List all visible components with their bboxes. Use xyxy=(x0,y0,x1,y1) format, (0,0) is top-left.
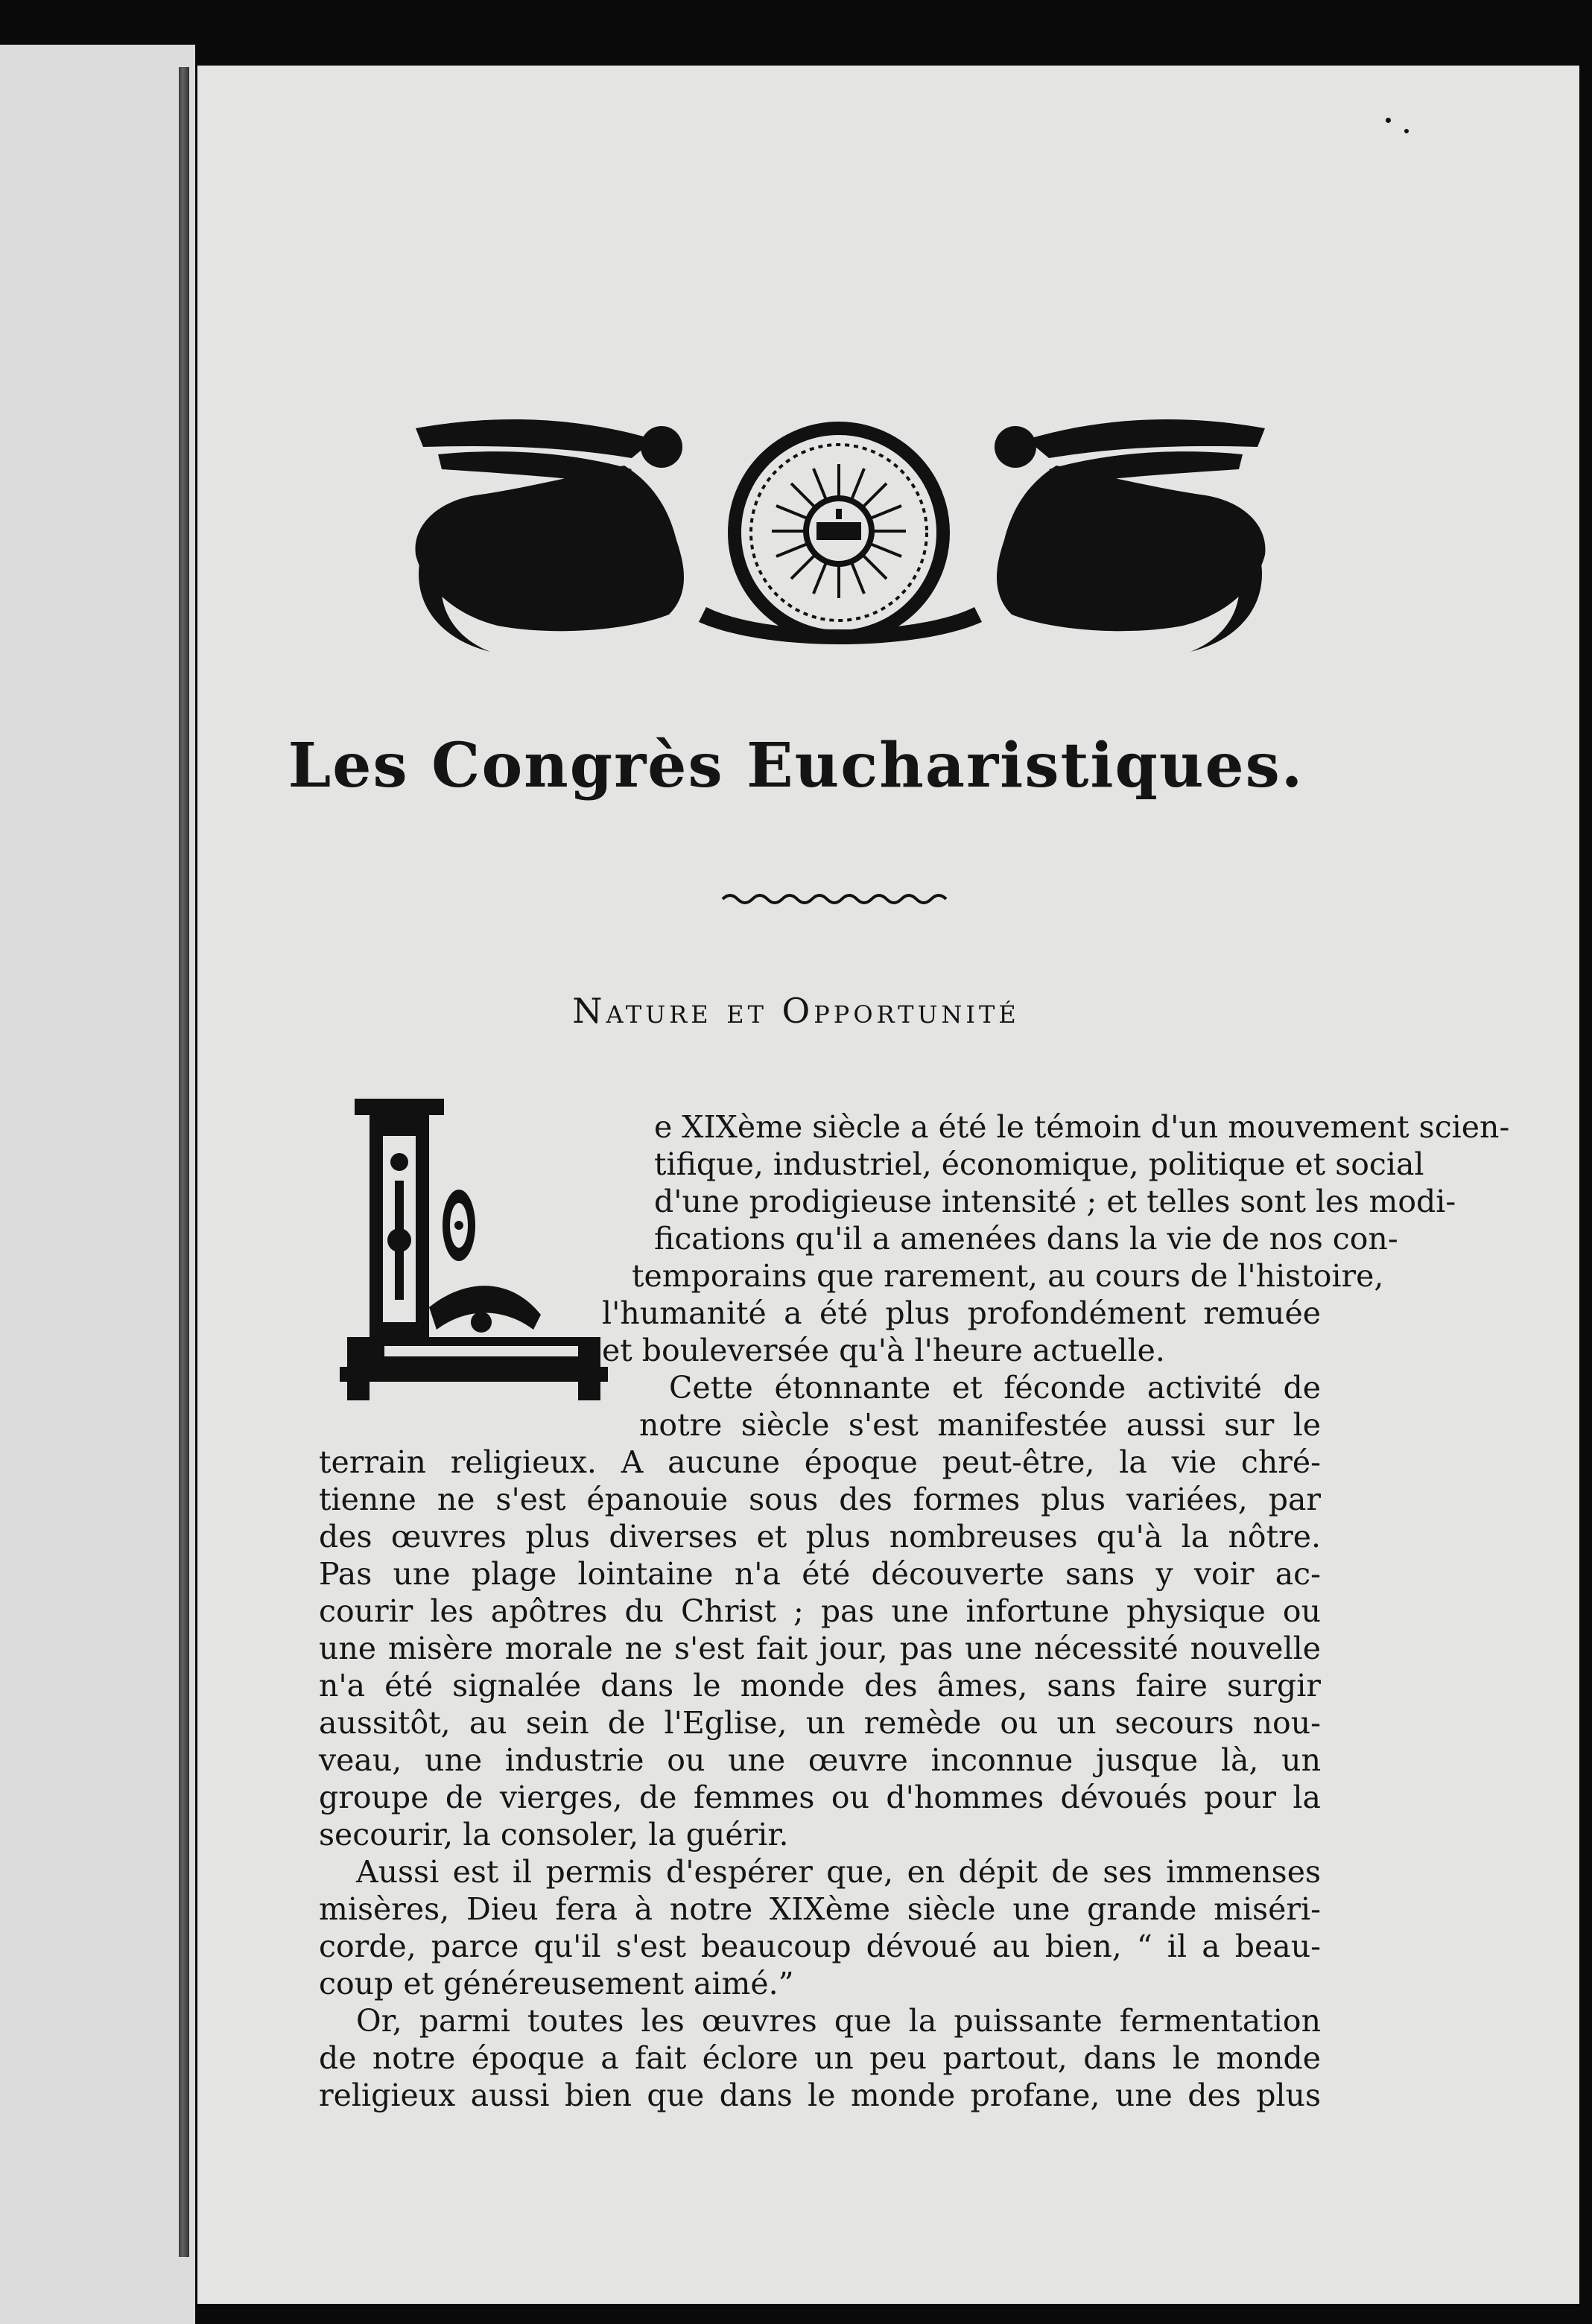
text-line: e XIXème siècle a été le témoin d'un mouvement scien- xyxy=(654,1109,1510,1145)
text-line: fications qu'il a amenées dans la vie de nos con- xyxy=(654,1221,1398,1257)
text-line: corde, parce qu'il s'est beaucoup dévoué au bien, “ il a beau- xyxy=(319,1928,1321,1964)
text-line: terrain religieux. A aucune époque peut-être, la vie chré- xyxy=(319,1444,1321,1480)
text-line: veau, une industrie ou une œuvre inconnue jusque là, un xyxy=(319,1742,1321,1778)
text-line: aussitôt, au sein de l'Eglise, un remède ou un secours nou- xyxy=(319,1705,1321,1741)
text-line: secourir, la consoler, la guérir. xyxy=(319,1817,789,1852)
text-line: tifique, industriel, économique, politique et social xyxy=(654,1146,1424,1182)
page-title: Les Congrès Eucharistiques. xyxy=(288,730,1304,801)
ihs-monstrance-vignette xyxy=(408,413,1272,659)
text-line: notre siècle s'est manifestée aussi sur le xyxy=(639,1407,1321,1443)
speck xyxy=(1404,129,1409,133)
text-line: religieux aussi bien que dans le monde profane, une des plus xyxy=(319,2077,1321,2113)
text-line: Or, parmi toutes les œuvres que la puissante fermentation xyxy=(356,2003,1321,2039)
svg-text:L: L xyxy=(444,1121,445,1122)
text-line: courir les apôtres du Christ ; pas une infortune physique ou xyxy=(319,1593,1321,1629)
text-line: de notre époque a fait éclore un peu partout, dans le monde xyxy=(319,2040,1321,2076)
text-line: Aussi est il permis d'espérer que, en dépit de ses immenses xyxy=(356,1854,1321,1890)
text-line: misères, Dieu fera à notre XIXème siècle une grande miséri- xyxy=(319,1891,1321,1927)
text-line: l'humanité a été plus profondément remuée xyxy=(602,1295,1321,1331)
text-line: d'une prodigieuse intensité ; et telles sont les modi- xyxy=(654,1184,1456,1219)
left-page-edge xyxy=(0,45,195,2324)
binding-shadow xyxy=(179,67,189,2257)
text-line: Cette étonnante et féconde activité de xyxy=(669,1370,1321,1406)
text-line: n'a été signalée dans le monde des âmes, sans faire surgir xyxy=(319,1668,1321,1704)
text-line: tienne ne s'est épanouie sous des formes plus variées, par xyxy=(319,1482,1321,1517)
ornate-drop-cap xyxy=(340,1091,615,1404)
text-line: des œuvres plus diverses et plus nombreuses qu'à la nôtre. xyxy=(319,1519,1321,1555)
text-line: et bouleversée qu'à l'heure actuelle. xyxy=(602,1333,1165,1368)
wavy-rule-ornament xyxy=(723,891,954,907)
text-line: temporains que rarement, au cours de l'histoire, xyxy=(632,1258,1384,1294)
angel-icon xyxy=(641,426,682,468)
angel-icon xyxy=(995,426,1036,468)
speck xyxy=(1386,118,1391,123)
section-heading: Nature et Opportunité xyxy=(572,991,1020,1031)
text-line: groupe de vierges, de femmes ou d'hommes dévoués pour la xyxy=(319,1779,1321,1815)
text-line: une misère morale ne s'est fait jour, pas une nécessité nouvelle xyxy=(319,1631,1321,1666)
text-line: Pas une plage lointaine n'a été découverte sans y voir ac- xyxy=(319,1556,1321,1592)
text-line: coup et généreusement aimé.” xyxy=(319,1966,794,2001)
